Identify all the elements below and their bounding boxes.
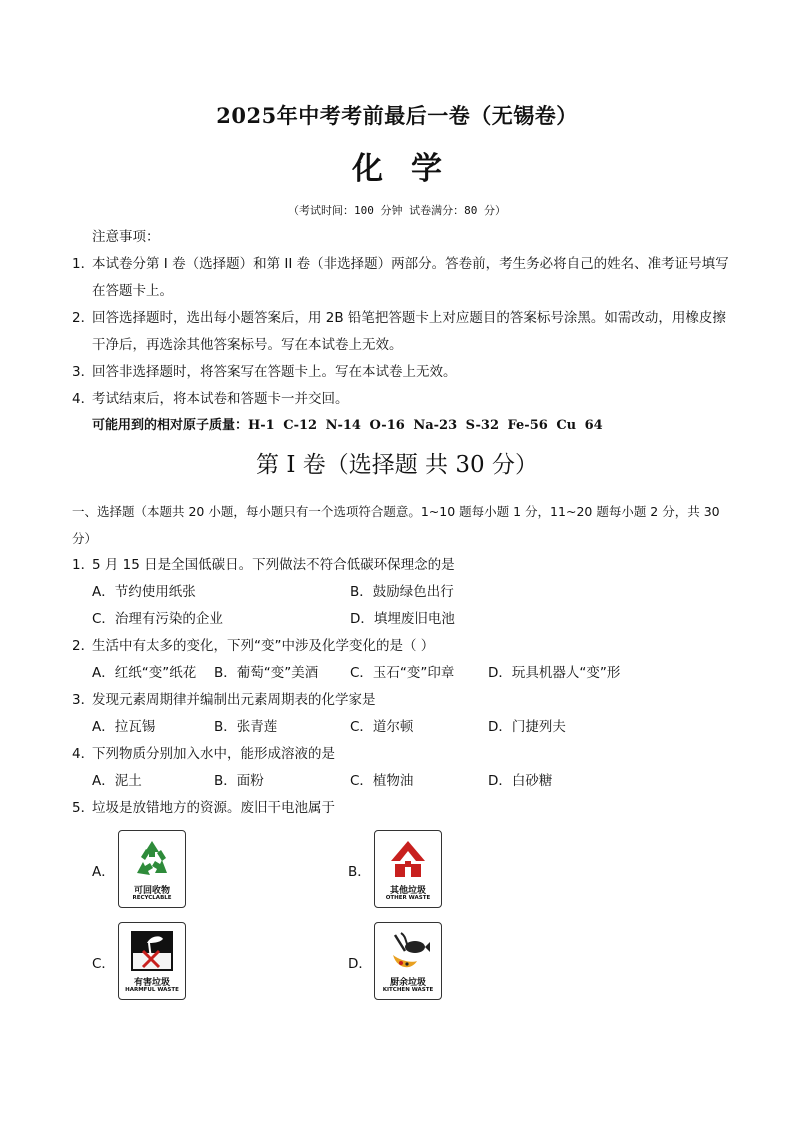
exam-meta: （考试时间：100 分钟 试卷满分：80 分）: [288, 204, 506, 217]
option-a: A．拉瓦锡: [92, 719, 156, 735]
option-a-label: A．: [92, 864, 115, 880]
question-number: 1．: [72, 557, 95, 573]
question-text: 垃圾是放错地方的资源。废旧干电池属于: [92, 800, 335, 816]
notice-item-text: 本试卷分第 I 卷（选择题）和第 II 卷（非选择题）两部分。答卷前，考生务必将自己的姓名、准考证号填写在答题卡上。: [92, 256, 729, 299]
bin-chinese-label: 可回收物: [133, 886, 170, 896]
question-stem: [72, 795, 732, 822]
option-a: A．红纸“变”纸花: [92, 665, 197, 681]
exam-title: 2025年中考考前最后一卷（无锡卷）: [216, 103, 578, 128]
recyclable-bin-sign: [118, 830, 186, 908]
harmful-waste-bin-sign: [118, 922, 186, 1000]
option-row: [72, 579, 732, 606]
option-b-label: B．: [348, 864, 371, 880]
question-stem: [72, 741, 732, 768]
question-stem: [72, 552, 732, 579]
atomic-masses: 可能用到的相对原子质量：H-1 C-12 N-14 O-16 Na-23 S-32 Fe-56 Cu 64: [92, 418, 603, 433]
question-text: 下列物质分别加入水中，能形成溶液的是: [92, 746, 335, 762]
option-d: D．门捷列夫: [488, 719, 566, 735]
notice-item-number: 4．: [72, 391, 95, 407]
option-row: [72, 606, 732, 633]
kitchen-waste-bin-sign: [374, 922, 442, 1000]
other-waste-icon: [385, 837, 431, 881]
subject-title: 化学: [352, 151, 470, 187]
image-option-row: [72, 922, 732, 1002]
image-option-row: [72, 830, 732, 910]
option-c: C．玉石“变”印章: [350, 665, 455, 681]
notice-list: [72, 251, 732, 413]
option-row: [72, 660, 732, 687]
notice-item-number: 3．: [72, 364, 95, 380]
question-text: 5 月 15 日是全国低碳日。下列做法不符合低碳环保理念的是: [92, 557, 455, 573]
notice-item-number: 1．: [72, 256, 95, 272]
option-c: C．道尔顿: [350, 719, 414, 735]
option-c-label: C．: [92, 956, 115, 972]
notice-heading: 注意事项：: [92, 229, 160, 245]
notice-item: [72, 386, 732, 413]
bin-english-label: OTHER WASTE: [385, 895, 431, 901]
part-title: 第 I 卷（选择题 共 30 分）: [256, 452, 538, 478]
notice-item-text: 回答非选择题时，将答案写在答题卡上。写在本试卷上无效。: [92, 364, 457, 380]
question-number: 4．: [72, 746, 95, 762]
bin-english-label: HARMFUL WASTE: [125, 987, 179, 993]
option-a: A．泥土: [92, 773, 142, 789]
question-number: 2．: [72, 638, 95, 654]
notice-item: [72, 251, 732, 305]
option-d-label: D．: [348, 956, 372, 972]
question-stem: [72, 633, 732, 660]
option-a: A．节约使用纸张: [92, 584, 196, 600]
harmful-waste-icon: [129, 929, 175, 973]
bin-chinese-label: 有害垃圾: [133, 978, 170, 988]
question-list: [72, 552, 732, 822]
option-d: D．白砂糖: [488, 773, 553, 789]
bin-chinese-label: 厨余垃圾: [389, 978, 426, 988]
option-row: [72, 714, 732, 741]
option-c: C．治理有污染的企业: [92, 611, 223, 627]
question-stem: [72, 687, 732, 714]
notice-item: [72, 359, 732, 386]
kitchen-waste-icon: [385, 929, 431, 973]
option-b: B．张青莲: [214, 719, 278, 735]
option-b: B．葡萄“变”美酒: [214, 665, 319, 681]
notice-item-text: 考试结束后，将本试卷和答题卡一并交回。: [92, 391, 349, 407]
notice-item-text: 回答选择题时，选出每小题答案后，用 2B 铅笔把答题卡上对应题目的答案标号涂黑。如需改动，用橡皮擦干净后，再选涂其他答案标号。写在本试卷上无效。: [92, 310, 726, 353]
question-number: 3．: [72, 692, 95, 708]
option-d: D．玩具机器人“变”形: [488, 665, 621, 681]
option-b: B．鼓励绿色出行: [350, 584, 454, 600]
option-b: B．面粉: [214, 773, 264, 789]
bin-chinese-label: 其他垃圾: [389, 886, 426, 896]
question-number: 5．: [72, 800, 95, 816]
notice-item: [72, 305, 732, 359]
option-c: C．植物油: [350, 773, 414, 789]
option-row: [72, 768, 732, 795]
notice-item-number: 2．: [72, 310, 95, 326]
option-d: D．填埋废旧电池: [350, 611, 455, 627]
other-waste-bin-sign: [374, 830, 442, 908]
recycle-icon: [129, 837, 175, 881]
bin-english-label: RECYCLABLE: [132, 895, 172, 901]
section-instructions: 一、选择题（本题共 20 小题，每小题只有一个选项符合题意。1~10 题每小题 1 分，11~20 题每小题 2 分，共 30 分）: [72, 504, 720, 546]
question-text: 发现元素周期律并编制出元素周期表的化学家是: [92, 692, 376, 708]
question-text: 生活中有太多的变化，下列“变”中涉及化学变化的是（ ）: [92, 638, 435, 654]
bin-english-label: KITCHEN WASTE: [382, 987, 434, 993]
